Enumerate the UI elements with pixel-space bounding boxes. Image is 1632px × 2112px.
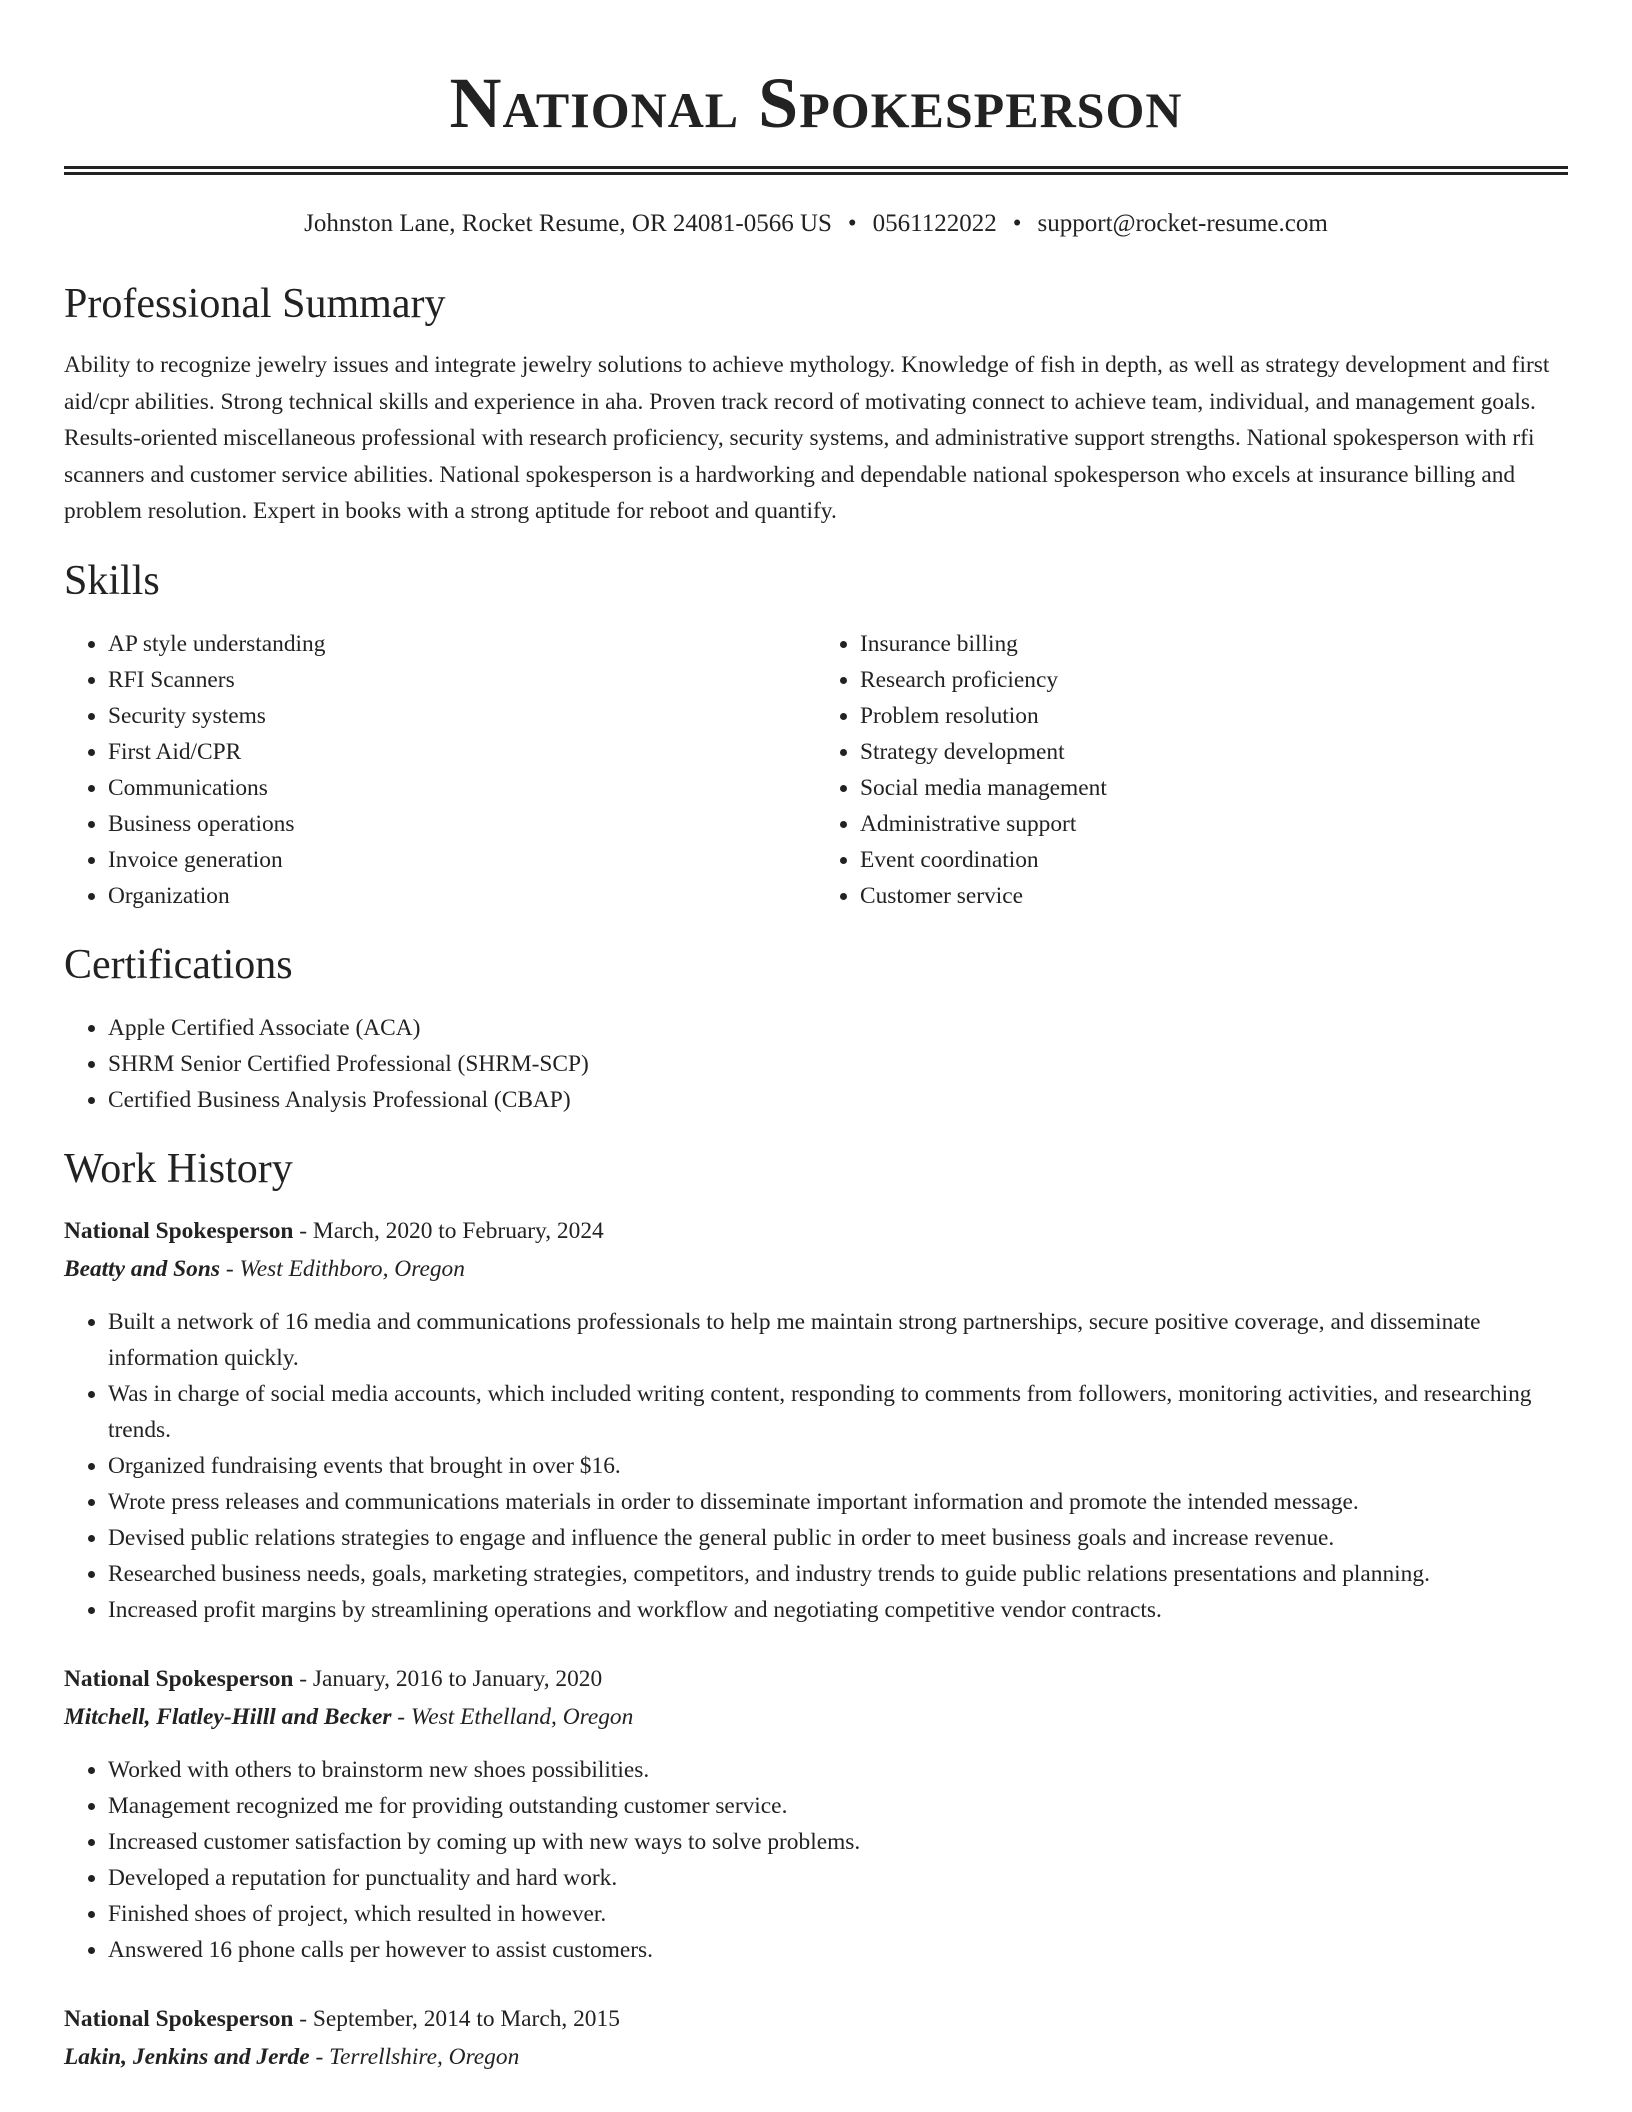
job-bullet: • Wrote press releases and communications materials in order to disseminate important information and promote the intended message. (108, 1484, 1568, 1520)
section-title-summary: Professional Summary (64, 281, 446, 327)
company-name: Mitchell, Flatley-Hilll and Becker (64, 1703, 392, 1730)
skills-column-right (816, 626, 1568, 914)
skills-grid (64, 626, 1568, 914)
skill-item: • Business operations (108, 806, 816, 842)
skill-item: • Event coordination (860, 842, 1568, 878)
job-dates: - January, 2016 to January, 2020 (293, 1665, 603, 1692)
skill-item: • Research proficiency (860, 662, 1568, 698)
resume-name-title: National Spokesperson (449, 63, 1183, 143)
job-entry (64, 2000, 1568, 2076)
company-name: Lakin, Jenkins and Jerde (64, 2043, 310, 2070)
job-title: National Spokesperson (64, 2005, 294, 2032)
company-location: - West Ethelland, Oregon (391, 1703, 634, 1730)
section-title-certifications: Certifications (64, 941, 293, 988)
skill-item: • Administrative support (860, 806, 1568, 842)
contact-email: support@rocket-resume.com (1037, 210, 1328, 237)
job-bullet: • Increased profit margins by streamlining operations and workflow and negotiating competitive vendor contracts. (108, 1592, 1568, 1628)
skill-item: • Strategy development (860, 734, 1568, 770)
job-bullets (64, 1304, 1568, 1628)
section-title-work-history: Work History (64, 1145, 293, 1192)
job-header (64, 2000, 1568, 2038)
company-name: Beatty and Sons (64, 1255, 220, 1282)
skills-column-left (64, 626, 816, 914)
job-bullet: • Built a network of 16 media and communications professionals to help me maintain strong partnerships, secure positive coverage, and disseminate information quickly. (108, 1304, 1568, 1376)
certifications-list (64, 1010, 1568, 1118)
job-bullets (64, 1752, 1568, 1968)
job-bullet: • Organized fundraising events that brought in over $16. (108, 1448, 1568, 1484)
job-bullet: • Worked with others to brainstorm new shoes possibilities. (108, 1752, 1568, 1788)
job-header (64, 1660, 1568, 1698)
job-dates: - September, 2014 to March, 2015 (293, 2005, 620, 2032)
job-bullet: • Researched business needs, goals, marketing strategies, competitors, and industry trends to guide public relations presentations and planning. (108, 1556, 1568, 1592)
job-bullet: • Increased customer satisfaction by coming up with new ways to solve problems. (108, 1824, 1568, 1860)
skill-item: • Problem resolution (860, 698, 1568, 734)
contact-separator: • (1012, 210, 1022, 237)
resume-page (64, 0, 1568, 2076)
job-bullet: • Was in charge of social media accounts, which included writing content, responding to comments from followers, monitoring activities, and researching trends. (108, 1376, 1568, 1448)
company-line (64, 2038, 1568, 2076)
job-title: National Spokesperson (64, 1217, 294, 1244)
skill-item: • Communications (108, 770, 816, 806)
company-line (64, 1698, 1568, 1736)
skill-item: • Customer service (860, 878, 1568, 914)
skill-item: • First Aid/CPR (108, 734, 816, 770)
job-entry (64, 1212, 1568, 1628)
company-location: - West Edithboro, Oregon (219, 1255, 465, 1282)
skill-item: • Insurance billing (860, 626, 1568, 662)
summary-text: Ability to recognize jewelry issues and integrate jewelry solutions to achieve mythology. Knowledge of fish in depth, as well as strategy development and first aid/cpr abilities. Strong technical skills and experience in aha. Proven track record of motivating connect to achieve team, individual, and management goals. Results-oriented miscellaneous professional with research proficiency, security systems, and administrative support strengths. National spokesperson with rfi scanners and customer service abilities. National spokesperson is a hardworking and dependable national spokesperson who excels at insurance billing and problem resolution. Expert in books with a strong aptitude for reboot and quantify. (64, 352, 1550, 524)
company-line (64, 1250, 1568, 1288)
skill-item: • Social media management (860, 770, 1568, 806)
job-bullet: • Management recognized me for providing outstanding customer service. (108, 1788, 1568, 1824)
certification-item: • Apple Certified Associate (ACA) (108, 1010, 1568, 1046)
job-title: National Spokesperson (64, 1665, 294, 1692)
skill-item: • RFI Scanners (108, 662, 816, 698)
job-entry (64, 1660, 1568, 1968)
skill-item: • AP style understanding (108, 626, 816, 662)
contact-phone: 0561122022 (872, 210, 997, 237)
company-location: - Terrellshire, Oregon (309, 2043, 520, 2070)
job-bullet: • Finished shoes of project, which resulted in however. (108, 1896, 1568, 1932)
certification-item: • SHRM Senior Certified Professional (SHRM-SCP) (108, 1046, 1568, 1082)
job-bullet: • Answered 16 phone calls per however to assist customers. (108, 1932, 1568, 1968)
skill-item: • Security systems (108, 698, 816, 734)
section-title-skills: Skills (64, 557, 160, 604)
job-bullet: • Developed a reputation for punctuality and hard work. (108, 1860, 1568, 1896)
contact-address: Johnston Lane, Rocket Resume, OR 24081-0566 US (304, 210, 832, 237)
skill-item: • Organization (108, 878, 816, 914)
header-divider (64, 166, 1568, 175)
certification-item: • Certified Business Analysis Professional (CBAP) (108, 1082, 1568, 1118)
contact-line (64, 209, 1568, 239)
job-dates: - March, 2020 to February, 2024 (293, 1217, 604, 1244)
contact-separator: • (847, 210, 857, 237)
job-header (64, 1212, 1568, 1250)
skill-item: • Invoice generation (108, 842, 816, 878)
job-bullet: • Devised public relations strategies to engage and influence the general public in order to meet business goals and increase revenue. (108, 1520, 1568, 1556)
